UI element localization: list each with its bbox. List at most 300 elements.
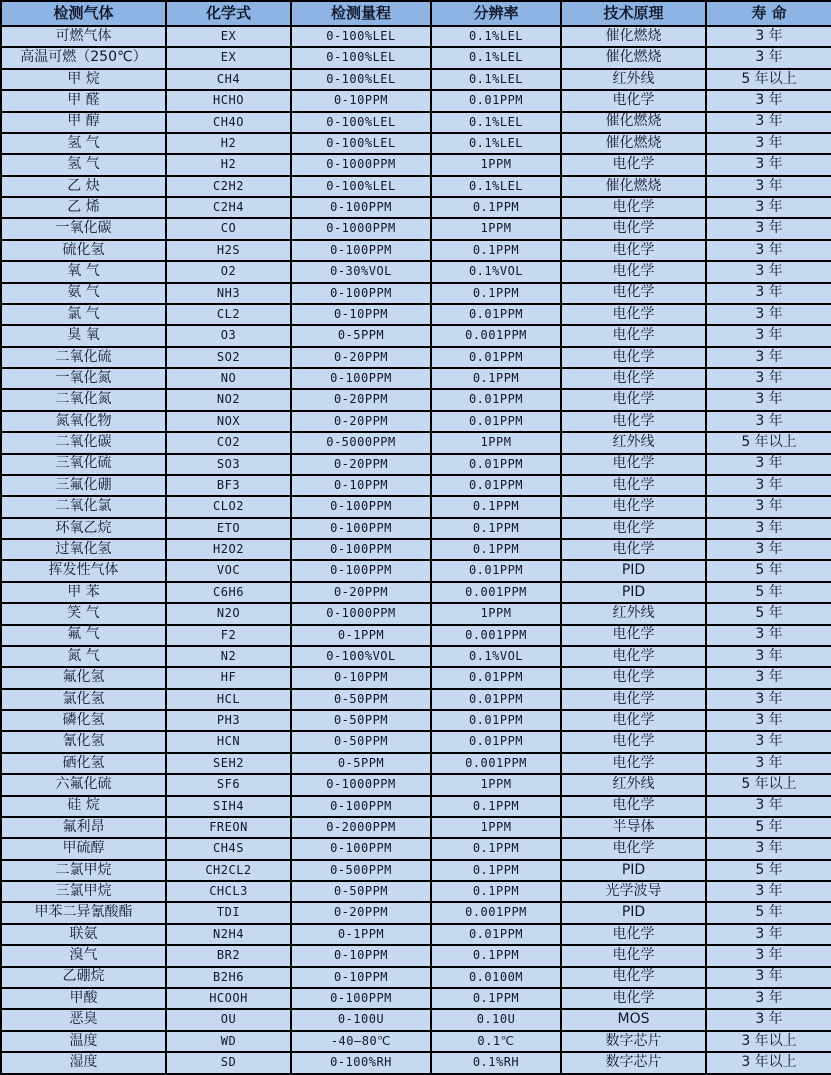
formula-cell: NOX xyxy=(166,411,291,432)
formula-cell: SF6 xyxy=(166,774,291,795)
principle-cell: 红外线 xyxy=(561,432,706,453)
formula-cell: BR2 xyxy=(166,945,291,966)
resolution-cell: 0.001PPM xyxy=(431,902,561,923)
gas-name-cell: 甲 醛 xyxy=(1,90,166,111)
lifespan-cell: 5 年 xyxy=(706,902,831,923)
principle-cell: 电化学 xyxy=(561,731,706,752)
formula-cell: SO2 xyxy=(166,347,291,368)
resolution-cell: 0.1PPM xyxy=(431,988,561,1009)
formula-cell: SO3 xyxy=(166,454,291,475)
table-row xyxy=(1,924,831,945)
range-cell: 0-100%LEL xyxy=(291,133,431,154)
lifespan-cell: 3 年 xyxy=(706,988,831,1009)
principle-cell: 催化燃烧 xyxy=(561,47,706,68)
lifespan-cell: 3 年 xyxy=(706,753,831,774)
formula-cell: H2 xyxy=(166,133,291,154)
formula-cell: C2H4 xyxy=(166,197,291,218)
formula-cell: O2 xyxy=(166,261,291,282)
lifespan-cell: 5 年 xyxy=(706,582,831,603)
range-cell: -40—80℃ xyxy=(291,1031,431,1052)
gas-name-cell: 三氟化硼 xyxy=(1,475,166,496)
table-row xyxy=(1,368,831,389)
header-row xyxy=(1,1,831,26)
resolution-cell: 1PPM xyxy=(431,817,561,838)
gas-name-cell: 高温可燃（250℃） xyxy=(1,47,166,68)
lifespan-cell: 3 年 xyxy=(706,218,831,239)
table-row xyxy=(1,945,831,966)
resolution-cell: 0.01PPM xyxy=(431,731,561,752)
principle-cell: 电化学 xyxy=(561,240,706,261)
resolution-cell: 0.01PPM xyxy=(431,411,561,432)
table-row xyxy=(1,475,831,496)
table-row xyxy=(1,454,831,475)
lifespan-cell: 3 年 xyxy=(706,26,831,47)
principle-cell: 电化学 xyxy=(561,90,706,111)
principle-cell: 电化学 xyxy=(561,496,706,517)
gas-name-cell: 三氧化硫 xyxy=(1,454,166,475)
range-cell: 0-1000PPM xyxy=(291,603,431,624)
formula-cell: HCN xyxy=(166,731,291,752)
resolution-cell: 0.001PPM xyxy=(431,582,561,603)
lifespan-cell: 3 年 xyxy=(706,261,831,282)
resolution-cell: 0.01PPM xyxy=(431,454,561,475)
formula-cell: HF xyxy=(166,667,291,688)
gas-name-cell: 氯化氢 xyxy=(1,689,166,710)
range-cell: 0-20PPM xyxy=(291,902,431,923)
resolution-cell: 0.01PPM xyxy=(431,924,561,945)
formula-cell: WD xyxy=(166,1031,291,1052)
principle-cell: PID xyxy=(561,860,706,881)
formula-cell: SIH4 xyxy=(166,796,291,817)
formula-cell: N2O xyxy=(166,603,291,624)
formula-cell: CLO2 xyxy=(166,496,291,517)
range-cell: 0-100%LEL xyxy=(291,47,431,68)
lifespan-cell: 3 年 xyxy=(706,347,831,368)
lifespan-cell: 3 年 xyxy=(706,881,831,902)
table-row xyxy=(1,411,831,432)
lifespan-cell: 3 年 xyxy=(706,154,831,175)
range-cell: 0-100%VOL xyxy=(291,646,431,667)
lifespan-cell: 3 年 xyxy=(706,176,831,197)
resolution-cell: 0.01PPM xyxy=(431,90,561,111)
gas-name-cell: 甲 醇 xyxy=(1,112,166,133)
formula-cell: SD xyxy=(166,1052,291,1074)
range-cell: 0-1PPM xyxy=(291,625,431,646)
table-row xyxy=(1,860,831,881)
table-row xyxy=(1,112,831,133)
range-cell: 0-100PPM xyxy=(291,283,431,304)
gas-name-cell: 氟化氢 xyxy=(1,667,166,688)
lifespan-cell: 3 年 xyxy=(706,283,831,304)
formula-cell: CO2 xyxy=(166,432,291,453)
principle-cell: 电化学 xyxy=(561,539,706,560)
table-row xyxy=(1,518,831,539)
formula-cell: EX xyxy=(166,26,291,47)
principle-cell: 红外线 xyxy=(561,774,706,795)
principle-cell: 催化燃烧 xyxy=(561,112,706,133)
principle-cell: 红外线 xyxy=(561,603,706,624)
lifespan-cell: 3 年 xyxy=(706,368,831,389)
gas-name-cell: 氯 气 xyxy=(1,304,166,325)
formula-cell: CL2 xyxy=(166,304,291,325)
gas-name-cell: 氮氧化物 xyxy=(1,411,166,432)
principle-cell: 电化学 xyxy=(561,689,706,710)
resolution-cell: 0.1%LEL xyxy=(431,26,561,47)
lifespan-cell: 3 年 xyxy=(706,796,831,817)
gas-name-cell: 乙 烯 xyxy=(1,197,166,218)
gas-name-cell: 臭 氧 xyxy=(1,325,166,346)
range-cell: 0-10PPM xyxy=(291,90,431,111)
table-row xyxy=(1,582,831,603)
principle-cell: 电化学 xyxy=(561,368,706,389)
table-row xyxy=(1,325,831,346)
gas-name-cell: 过氧化氢 xyxy=(1,539,166,560)
range-cell: 0-1PPM xyxy=(291,924,431,945)
resolution-cell: 0.1PPM xyxy=(431,945,561,966)
principle-cell: 电化学 xyxy=(561,945,706,966)
resolution-cell: 0.01PPM xyxy=(431,389,561,410)
table-row xyxy=(1,881,831,902)
gas-name-cell: 氢 气 xyxy=(1,133,166,154)
lifespan-cell: 3 年 xyxy=(706,304,831,325)
resolution-cell: 0.01PPM xyxy=(431,710,561,731)
range-cell: 0-1000PPM xyxy=(291,218,431,239)
principle-cell: 电化学 xyxy=(561,347,706,368)
principle-cell: 催化燃烧 xyxy=(561,133,706,154)
lifespan-cell: 3 年 xyxy=(706,197,831,218)
formula-cell: CH2CL2 xyxy=(166,860,291,881)
resolution-cell: 1PPM xyxy=(431,218,561,239)
range-cell: 0-100PPM xyxy=(291,560,431,581)
table-row xyxy=(1,176,831,197)
principle-cell: 电化学 xyxy=(561,475,706,496)
table-row xyxy=(1,154,831,175)
principle-cell: 电化学 xyxy=(561,518,706,539)
principle-cell: 电化学 xyxy=(561,304,706,325)
table-row xyxy=(1,47,831,68)
lifespan-cell: 3 年以上 xyxy=(706,1052,831,1074)
resolution-cell: 1PPM xyxy=(431,154,561,175)
lifespan-cell: 5 年 xyxy=(706,603,831,624)
table-row xyxy=(1,197,831,218)
resolution-cell: 0.1PPM xyxy=(431,881,561,902)
principle-cell: MOS xyxy=(561,1009,706,1030)
table-row xyxy=(1,646,831,667)
resolution-cell: 0.1PPM xyxy=(431,496,561,517)
principle-cell: 电化学 xyxy=(561,197,706,218)
lifespan-cell: 3 年 xyxy=(706,325,831,346)
range-cell: 0-100PPM xyxy=(291,496,431,517)
formula-cell: C6H6 xyxy=(166,582,291,603)
formula-cell: H2O2 xyxy=(166,539,291,560)
lifespan-cell: 3 年 xyxy=(706,389,831,410)
range-cell: 0-5000PPM xyxy=(291,432,431,453)
table-row xyxy=(1,90,831,111)
lifespan-cell: 3 年 xyxy=(706,518,831,539)
principle-cell: 电化学 xyxy=(561,454,706,475)
table-row xyxy=(1,731,831,752)
principle-cell: 数字芯片 xyxy=(561,1031,706,1052)
gas-name-cell: 氢 气 xyxy=(1,154,166,175)
resolution-cell: 1PPM xyxy=(431,774,561,795)
gas-name-cell: 甲 烷 xyxy=(1,69,166,90)
resolution-cell: 0.1%VOL xyxy=(431,261,561,282)
table-row xyxy=(1,1052,831,1074)
range-cell: 0-100%LEL xyxy=(291,26,431,47)
gas-name-cell: 二氧化氯 xyxy=(1,496,166,517)
resolution-cell: 0.1%LEL xyxy=(431,69,561,90)
resolution-cell: 0.001PPM xyxy=(431,625,561,646)
principle-cell: 红外线 xyxy=(561,69,706,90)
range-cell: 0-100PPM xyxy=(291,197,431,218)
formula-cell: F2 xyxy=(166,625,291,646)
lifespan-cell: 3 年 xyxy=(706,667,831,688)
formula-cell: HCHO xyxy=(166,90,291,111)
resolution-cell: 0.1PPM xyxy=(431,240,561,261)
lifespan-cell: 3 年 xyxy=(706,90,831,111)
range-cell: 0-20PPM xyxy=(291,411,431,432)
lifespan-cell: 3 年 xyxy=(706,539,831,560)
table-row xyxy=(1,753,831,774)
range-cell: 0-2000PPM xyxy=(291,817,431,838)
range-cell: 0-500PPM xyxy=(291,860,431,881)
range-cell: 0-1000PPM xyxy=(291,774,431,795)
formula-cell: NO2 xyxy=(166,389,291,410)
range-cell: 0-100PPM xyxy=(291,539,431,560)
table-row xyxy=(1,1031,831,1052)
gas-name-cell: 氟利昂 xyxy=(1,817,166,838)
range-cell: 0-10PPM xyxy=(291,475,431,496)
formula-cell: HCOOH xyxy=(166,988,291,1009)
formula-cell: EX xyxy=(166,47,291,68)
formula-cell: SEH2 xyxy=(166,753,291,774)
lifespan-cell: 3 年 xyxy=(706,496,831,517)
range-cell: 0-50PPM xyxy=(291,881,431,902)
principle-cell: 催化燃烧 xyxy=(561,176,706,197)
lifespan-cell: 3 年 xyxy=(706,945,831,966)
range-cell: 0-1000PPM xyxy=(291,154,431,175)
gas-name-cell: 湿度 xyxy=(1,1052,166,1074)
formula-cell: N2H4 xyxy=(166,924,291,945)
resolution-cell: 0.01PPM xyxy=(431,689,561,710)
table-row xyxy=(1,689,831,710)
formula-cell: N2 xyxy=(166,646,291,667)
table-row xyxy=(1,625,831,646)
lifespan-cell: 3 年 xyxy=(706,838,831,859)
gas-name-cell: 甲酸 xyxy=(1,988,166,1009)
header-technical-principle: 技术原理 xyxy=(561,1,706,26)
formula-cell: HCL xyxy=(166,689,291,710)
range-cell: 0-5PPM xyxy=(291,753,431,774)
table-row xyxy=(1,817,831,838)
lifespan-cell: 5 年以上 xyxy=(706,774,831,795)
header-lifespan: 寿 命 xyxy=(706,1,831,26)
gas-name-cell: 乙硼烷 xyxy=(1,967,166,988)
principle-cell: 电化学 xyxy=(561,710,706,731)
table-row xyxy=(1,69,831,90)
lifespan-cell: 3 年 xyxy=(706,710,831,731)
gas-name-cell: 联氨 xyxy=(1,924,166,945)
formula-cell: TDI xyxy=(166,902,291,923)
header-resolution: 分辨率 xyxy=(431,1,561,26)
resolution-cell: 0.01PPM xyxy=(431,475,561,496)
lifespan-cell: 5 年以上 xyxy=(706,69,831,90)
table-row xyxy=(1,347,831,368)
formula-cell: CH4S xyxy=(166,838,291,859)
resolution-cell: 0.01PPM xyxy=(431,667,561,688)
principle-cell: 电化学 xyxy=(561,218,706,239)
lifespan-cell: 3 年 xyxy=(706,240,831,261)
formula-cell: NH3 xyxy=(166,283,291,304)
table-row xyxy=(1,902,831,923)
principle-cell: 催化燃烧 xyxy=(561,26,706,47)
resolution-cell: 0.10U xyxy=(431,1009,561,1030)
gas-name-cell: 挥发性气体 xyxy=(1,560,166,581)
principle-cell: 电化学 xyxy=(561,838,706,859)
range-cell: 0-30%VOL xyxy=(291,261,431,282)
resolution-cell: 1PPM xyxy=(431,603,561,624)
gas-name-cell: 硅 烷 xyxy=(1,796,166,817)
principle-cell: PID xyxy=(561,902,706,923)
header-detection-range: 检测量程 xyxy=(291,1,431,26)
formula-cell: B2H6 xyxy=(166,967,291,988)
table-row xyxy=(1,261,831,282)
principle-cell: PID xyxy=(561,582,706,603)
table-row xyxy=(1,796,831,817)
table-row xyxy=(1,240,831,261)
table-row xyxy=(1,1009,831,1030)
principle-cell: 电化学 xyxy=(561,753,706,774)
gas-name-cell: 二氧化碳 xyxy=(1,432,166,453)
range-cell: 0-100%RH xyxy=(291,1052,431,1074)
table-row xyxy=(1,774,831,795)
gas-name-cell: 二氧化硫 xyxy=(1,347,166,368)
formula-cell: BF3 xyxy=(166,475,291,496)
gas-name-cell: 甲硫醇 xyxy=(1,838,166,859)
table-row xyxy=(1,133,831,154)
table-row xyxy=(1,26,831,47)
formula-cell: CH4 xyxy=(166,69,291,90)
principle-cell: 电化学 xyxy=(561,646,706,667)
range-cell: 0-10PPM xyxy=(291,945,431,966)
gas-name-cell: 甲 苯 xyxy=(1,582,166,603)
principle-cell: 电化学 xyxy=(561,154,706,175)
principle-cell: 电化学 xyxy=(561,325,706,346)
resolution-cell: 0.01PPM xyxy=(431,560,561,581)
resolution-cell: 0.1PPM xyxy=(431,283,561,304)
table-row xyxy=(1,838,831,859)
range-cell: 0-100%LEL xyxy=(291,69,431,90)
principle-cell: 半导体 xyxy=(561,817,706,838)
resolution-cell: 0.001PPM xyxy=(431,753,561,774)
principle-cell: 电化学 xyxy=(561,283,706,304)
resolution-cell: 0.1PPM xyxy=(431,838,561,859)
principle-cell: 电化学 xyxy=(561,389,706,410)
resolution-cell: 0.1%RH xyxy=(431,1052,561,1074)
lifespan-cell: 3 年 xyxy=(706,112,831,133)
table-row xyxy=(1,539,831,560)
range-cell: 0-100PPM xyxy=(291,368,431,389)
principle-cell: 电化学 xyxy=(561,924,706,945)
table-row xyxy=(1,304,831,325)
range-cell: 0-100PPM xyxy=(291,240,431,261)
range-cell: 0-50PPM xyxy=(291,710,431,731)
gas-name-cell: 温度 xyxy=(1,1031,166,1052)
formula-cell: PH3 xyxy=(166,710,291,731)
gas-name-cell: 氰化氢 xyxy=(1,731,166,752)
gas-name-cell: 三氯甲烷 xyxy=(1,881,166,902)
gas-name-cell: 氟 气 xyxy=(1,625,166,646)
principle-cell: 电化学 xyxy=(561,988,706,1009)
principle-cell: 电化学 xyxy=(561,411,706,432)
table-row xyxy=(1,603,831,624)
formula-cell: CHCL3 xyxy=(166,881,291,902)
range-cell: 0-100PPM xyxy=(291,518,431,539)
gas-name-cell: 硒化氢 xyxy=(1,753,166,774)
table-row xyxy=(1,667,831,688)
table-row xyxy=(1,967,831,988)
range-cell: 0-20PPM xyxy=(291,454,431,475)
formula-cell: FREON xyxy=(166,817,291,838)
resolution-cell: 0.1%LEL xyxy=(431,176,561,197)
table-row xyxy=(1,710,831,731)
range-cell: 0-20PPM xyxy=(291,347,431,368)
principle-cell: 数字芯片 xyxy=(561,1052,706,1074)
range-cell: 0-100PPM xyxy=(291,838,431,859)
resolution-cell: 1PPM xyxy=(431,432,561,453)
resolution-cell: 0.1%LEL xyxy=(431,112,561,133)
table-header xyxy=(1,1,831,26)
lifespan-cell: 5 年 xyxy=(706,817,831,838)
principle-cell: 光学波导 xyxy=(561,881,706,902)
range-cell: 0-10PPM xyxy=(291,667,431,688)
range-cell: 0-50PPM xyxy=(291,689,431,710)
formula-cell: CO xyxy=(166,218,291,239)
resolution-cell: 0.1PPM xyxy=(431,197,561,218)
resolution-cell: 0.1%LEL xyxy=(431,47,561,68)
lifespan-cell: 3 年 xyxy=(706,475,831,496)
range-cell: 0-20PPM xyxy=(291,582,431,603)
formula-cell: H2S xyxy=(166,240,291,261)
formula-cell: H2 xyxy=(166,154,291,175)
resolution-cell: 0.01PPM xyxy=(431,304,561,325)
lifespan-cell: 3 年 xyxy=(706,646,831,667)
resolution-cell: 0.1%LEL xyxy=(431,133,561,154)
gas-name-cell: 一氧化碳 xyxy=(1,218,166,239)
principle-cell: 电化学 xyxy=(561,796,706,817)
resolution-cell: 0.1℃ xyxy=(431,1031,561,1052)
header-gas-name: 检测气体 xyxy=(1,1,166,26)
gas-name-cell: 二氧化氮 xyxy=(1,389,166,410)
gas-name-cell: 乙 炔 xyxy=(1,176,166,197)
principle-cell: 电化学 xyxy=(561,667,706,688)
table-body xyxy=(1,26,831,1074)
gas-name-cell: 氮 气 xyxy=(1,646,166,667)
header-chemical-formula: 化学式 xyxy=(166,1,291,26)
resolution-cell: 0.1PPM xyxy=(431,796,561,817)
lifespan-cell: 3 年 xyxy=(706,689,831,710)
lifespan-cell: 3 年以上 xyxy=(706,1031,831,1052)
gas-name-cell: 一氧化氮 xyxy=(1,368,166,389)
lifespan-cell: 3 年 xyxy=(706,625,831,646)
range-cell: 0-100PPM xyxy=(291,988,431,1009)
range-cell: 0-5PPM xyxy=(291,325,431,346)
range-cell: 0-10PPM xyxy=(291,967,431,988)
lifespan-cell: 5 年以上 xyxy=(706,432,831,453)
gas-name-cell: 甲苯二异氰酸酯 xyxy=(1,902,166,923)
lifespan-cell: 3 年 xyxy=(706,1009,831,1030)
gas-name-cell: 磷化氢 xyxy=(1,710,166,731)
